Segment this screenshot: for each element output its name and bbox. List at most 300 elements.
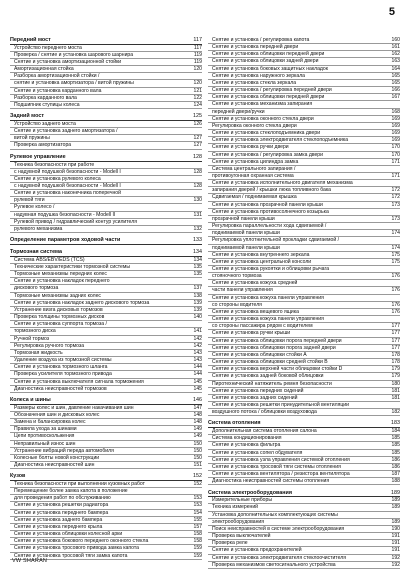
- toc-entry[interactable]: [208, 180, 400, 187]
- section-page: 189: [391, 489, 400, 496]
- toc-entry[interactable]: [208, 428, 400, 435]
- toc-entry[interactable]: [10, 176, 202, 183]
- toc-entry[interactable]: [208, 435, 400, 442]
- entry-page: 145: [193, 385, 202, 392]
- entry-title: Тормозные механизмы передних колес: [14, 271, 107, 278]
- toc-right-column: [208, 37, 400, 573]
- entry-title: Цепи противоскольжения: [14, 433, 75, 440]
- entry-page: 175: [391, 251, 400, 258]
- toc-entry[interactable]: [10, 343, 202, 350]
- entry-page: 135: [193, 271, 202, 278]
- toc-entry[interactable]: [10, 538, 202, 545]
- entry-title: Подшипник ступицы колеса: [14, 101, 80, 108]
- toc-entry[interactable]: [208, 497, 400, 504]
- toc-entry[interactable]: [10, 350, 202, 357]
- toc-entry[interactable]: [208, 471, 400, 478]
- entry-title: Устройство переднего моста: [14, 44, 82, 51]
- toc-entry[interactable]: [10, 412, 202, 419]
- toc-entry[interactable]: [10, 336, 202, 343]
- toc-entry[interactable]: [10, 426, 202, 433]
- entry-page: 177: [391, 323, 400, 330]
- entry-title: Снятие и установка внутреннего зеркала: [212, 251, 310, 258]
- toc-entry[interactable]: [10, 371, 202, 378]
- toc-entry[interactable]: [208, 442, 400, 449]
- toc-entry[interactable]: [208, 87, 400, 94]
- toc-entry[interactable]: [208, 352, 400, 359]
- entry-page: 176: [391, 273, 400, 280]
- entry-title: Техника измерений: [212, 504, 259, 511]
- toc-entry[interactable]: [10, 190, 202, 197]
- entry-page: 177: [391, 337, 400, 344]
- toc-entry[interactable]: [10, 271, 202, 278]
- toc-entry[interactable]: [208, 562, 400, 569]
- entry-page: 158: [193, 538, 202, 545]
- toc-entry[interactable]: [208, 194, 400, 201]
- toc-entry[interactable]: [10, 405, 202, 412]
- toc-entry[interactable]: [10, 264, 202, 271]
- entry-page: 130: [193, 197, 202, 204]
- entry-title: Диагностика неисправностей шин: [14, 461, 95, 468]
- section-page: 146: [193, 397, 202, 404]
- toc-entry[interactable]: [208, 66, 400, 73]
- entry-page: 155: [193, 516, 202, 523]
- entry-page: 171: [391, 172, 400, 179]
- toc-entry[interactable]: [208, 287, 400, 294]
- entry-title: Система кондиционирования: [212, 435, 282, 442]
- toc-entry[interactable]: [10, 545, 202, 552]
- entry-page: 122: [193, 94, 202, 101]
- entry-title: надувная подушка безопасности - Modell II: [14, 211, 116, 218]
- toc-entry[interactable]: [10, 197, 202, 204]
- toc-entry[interactable]: [208, 395, 400, 402]
- entry-title: Снятие и установка стеклоподъемника двери: [212, 130, 321, 137]
- entry-title: Проверка механизмов светосигнального устройства: [212, 561, 336, 568]
- entry-page: 172: [391, 187, 400, 194]
- entry-title: рулевого механизма: [14, 225, 63, 232]
- toc-entry[interactable]: [208, 109, 400, 116]
- toc-entry[interactable]: [10, 59, 202, 66]
- toc-entry[interactable]: [208, 94, 400, 101]
- toc-entry[interactable]: [208, 478, 400, 485]
- section-title: Система электрооборудования: [208, 489, 292, 496]
- toc-entry[interactable]: [10, 524, 202, 531]
- entry-page: 180: [391, 380, 400, 387]
- entry-title: электрооборудования: [212, 518, 265, 525]
- entry-title: Снятие и установка накладок заднего дискового тормоза: [14, 299, 150, 306]
- section-title: Рулевое управление: [10, 153, 66, 160]
- entry-page: 181: [391, 394, 400, 401]
- entry-page: 157: [193, 523, 202, 530]
- entry-title: запирания дверей / крышки люка топливного бака: [212, 187, 331, 194]
- entry-title: Регулировка оконного стекла двери: [212, 122, 297, 129]
- entry-title: Снятие и установка облицовки порога передней двери: [212, 337, 342, 344]
- entry-title: с надувной подушкой безопасности - Modell I: [14, 168, 121, 175]
- entry-page: 132: [193, 225, 202, 232]
- entry-title: Амортизационная стойка: [14, 66, 74, 73]
- toc-entry[interactable]: [10, 52, 202, 59]
- toc-entry[interactable]: [208, 51, 400, 58]
- entry-title: Снятие и установка рулевого колеса: [14, 175, 101, 182]
- toc-entry[interactable]: [208, 323, 400, 330]
- toc-entry[interactable]: [208, 402, 400, 409]
- section-heading[interactable]: [10, 473, 202, 481]
- toc-entry[interactable]: [10, 495, 202, 502]
- entry-page: 151: [193, 461, 202, 468]
- section-title: Кузов: [10, 473, 26, 480]
- entry-title: Снятие и установка переднего крыла: [14, 523, 103, 530]
- section-title: Колеса и шины: [10, 397, 51, 404]
- toc-entry[interactable]: [10, 285, 202, 292]
- entry-page: 170: [391, 144, 400, 151]
- toc-entry[interactable]: [208, 152, 400, 159]
- toc-entry[interactable]: [208, 309, 400, 316]
- entry-page: 139: [193, 299, 202, 306]
- toc-entry[interactable]: [208, 316, 400, 323]
- entry-title: поднимаемой панели крыши: [212, 230, 280, 237]
- entry-page: 159: [193, 545, 202, 552]
- entry-title: Снятие и установка передних сидений: [212, 387, 304, 394]
- entry-page: 188: [391, 478, 400, 485]
- entry-title: Снятие и установка боковых защитных накладок: [212, 65, 328, 72]
- section-heading[interactable]: [208, 420, 400, 428]
- entry-page: 178: [391, 351, 400, 358]
- toc-entry[interactable]: [208, 540, 400, 547]
- entry-title: Снятие и установка передней двери: [212, 44, 299, 51]
- entry-page: 150: [193, 454, 202, 461]
- toc-entry[interactable]: [208, 280, 400, 287]
- section-heading[interactable]: [10, 249, 202, 257]
- entry-title: рулевой тяги: [14, 197, 45, 204]
- toc-entry[interactable]: [208, 58, 400, 65]
- entry-page: 159: [193, 552, 202, 559]
- toc-entry[interactable]: [10, 419, 202, 426]
- entry-title: Поиск неисправностей в системе электрооборудования: [212, 525, 345, 532]
- toc-entry[interactable]: [208, 330, 400, 337]
- toc-entry[interactable]: [10, 278, 202, 285]
- entry-title: Проверка выключателей: [212, 533, 271, 540]
- toc-entry[interactable]: [10, 73, 202, 80]
- entry-title: Снятие и установка рукоятки и облицовки рычага: [212, 266, 330, 272]
- toc-entry[interactable]: [10, 455, 202, 462]
- section-page: 125: [193, 113, 202, 120]
- entry-title: Снятие и установка противосолнечного козырька: [212, 208, 329, 215]
- toc-entry[interactable]: [208, 338, 400, 345]
- entry-title: Снятие и установка механизма запирания: [212, 101, 313, 108]
- toc-entry[interactable]: [10, 481, 202, 488]
- toc-entry[interactable]: [10, 257, 202, 264]
- toc-entry[interactable]: [10, 364, 202, 371]
- section-heading[interactable]: [10, 397, 202, 405]
- entry-title: Система ABS/EBV/EDS (TCS): [14, 256, 85, 263]
- entry-page: 150: [193, 440, 202, 447]
- entry-page: 121: [193, 87, 202, 94]
- section-page: 183: [391, 420, 400, 427]
- entry-title: части панели управления: [212, 287, 273, 294]
- toc-entry[interactable]: [10, 95, 202, 102]
- toc-entry[interactable]: [208, 123, 400, 130]
- entry-page: 182: [391, 409, 400, 416]
- entry-title: Снятие и установка вентилятора / резистора вентилятора: [212, 471, 350, 478]
- toc-entry[interactable]: [208, 137, 400, 144]
- entry-title: Система центрального запирания /: [212, 165, 296, 172]
- entry-page: 186: [391, 456, 400, 463]
- entry-page: 163: [391, 58, 400, 65]
- toc-entry[interactable]: [208, 80, 400, 87]
- entry-page: 164: [391, 65, 400, 72]
- entry-page: 149: [193, 426, 202, 433]
- entry-title: Снятие и установка заднего бампера: [14, 516, 103, 523]
- toc-section: [10, 473, 202, 559]
- entry-page: 143: [193, 357, 202, 364]
- toc-entry[interactable]: [208, 159, 400, 166]
- entry-page: 174: [391, 230, 400, 237]
- toc-entry[interactable]: [10, 386, 202, 393]
- toc-entry[interactable]: [10, 448, 202, 455]
- entry-page: 173: [391, 201, 400, 208]
- entry-title: Устранение визга дисковых тормозов: [14, 306, 103, 313]
- entry-page: 148: [193, 419, 202, 426]
- toc-entry[interactable]: [10, 300, 202, 307]
- toc-entry[interactable]: [10, 441, 202, 448]
- toc-entry[interactable]: [208, 130, 400, 137]
- entry-page: 173: [391, 215, 400, 222]
- entry-title: Рулевой привод / гидравлический контур усилителя: [14, 218, 137, 225]
- entry-title: Правила ухода за шинами: [14, 426, 77, 433]
- section-heading[interactable]: [10, 237, 202, 245]
- toc-entry[interactable]: [208, 209, 400, 216]
- section-title: Определение параметров ходовой части: [10, 237, 121, 244]
- toc-entry[interactable]: [208, 245, 400, 252]
- entry-page: 153: [193, 495, 202, 502]
- toc-entry[interactable]: [10, 162, 202, 169]
- toc-entry[interactable]: [208, 230, 400, 237]
- toc-section: [208, 37, 400, 416]
- entry-page: 167: [391, 94, 400, 101]
- toc-entry[interactable]: [10, 328, 202, 335]
- entry-page: 187: [391, 471, 400, 478]
- entry-title: Снятие и установка тросового привода замка капота: [14, 545, 139, 552]
- toc-entry[interactable]: [208, 273, 400, 280]
- toc-entry[interactable]: [208, 533, 400, 540]
- entry-title: Устройство заднего моста: [14, 121, 76, 127]
- toc-section: [208, 490, 400, 569]
- toc-entry[interactable]: [208, 252, 400, 259]
- toc-entry[interactable]: [208, 44, 400, 51]
- toc-entry[interactable]: [208, 173, 400, 180]
- toc-entry[interactable]: [10, 204, 202, 211]
- toc-entry[interactable]: [208, 216, 400, 223]
- entry-title: Регулировка уплотнительной прокладки сдвигаемой /: [212, 237, 340, 244]
- toc-entry[interactable]: [10, 135, 202, 142]
- toc-entry[interactable]: [10, 142, 202, 149]
- toc-entry[interactable]: [10, 433, 202, 440]
- toc-entry[interactable]: [10, 128, 202, 135]
- entry-title: Техника безопасности при выполнении кузовных работ: [14, 481, 145, 488]
- section-heading[interactable]: [10, 37, 202, 45]
- toc-entry[interactable]: [208, 73, 400, 80]
- section-heading[interactable]: [208, 490, 400, 498]
- toc-entry[interactable]: [10, 517, 202, 524]
- section-page: 133: [193, 237, 202, 244]
- entry-title: Снятие и установка облицовки задней двери: [212, 58, 319, 65]
- entry-title: Диагностика неисправностей системы отопления: [212, 478, 330, 485]
- toc-entry[interactable]: [208, 37, 400, 44]
- toc-entry[interactable]: [10, 88, 202, 95]
- entry-title: Снятие и установка кожуха средней: [212, 280, 298, 287]
- toc-entry[interactable]: [208, 116, 400, 123]
- toc-entry[interactable]: [10, 488, 202, 495]
- entry-page: 179: [391, 373, 400, 380]
- section-heading[interactable]: [10, 113, 202, 121]
- toc-entry[interactable]: [208, 464, 400, 471]
- toc-entry[interactable]: [10, 293, 202, 300]
- toc-entry[interactable]: [208, 450, 400, 457]
- entry-page: 158: [193, 531, 202, 538]
- entry-title: Ручной тормоз: [14, 335, 50, 342]
- entry-title: Снятие и установка сопел обдувателя: [212, 449, 303, 456]
- entry-page: 162: [391, 51, 400, 58]
- toc-entry[interactable]: [208, 381, 400, 388]
- entry-page: 149: [193, 433, 202, 440]
- entry-title: Рулевое колесо /: [14, 204, 55, 211]
- section-page: 134: [193, 249, 202, 256]
- entry-title: тормозного диска: [14, 328, 56, 335]
- toc-entry[interactable]: [208, 144, 400, 151]
- section-page: 117: [193, 37, 202, 43]
- toc-entry[interactable]: [208, 259, 400, 266]
- entry-title: Снятие и установка ручки двери: [212, 144, 289, 151]
- toc-entry[interactable]: [208, 547, 400, 554]
- entry-page: 128: [193, 182, 202, 189]
- entry-page: 126: [193, 121, 202, 127]
- entry-title: Снятие и установка облицовки средней стойки B: [212, 359, 328, 366]
- toc-entry[interactable]: [208, 504, 400, 511]
- entry-title: Регулировка ручного тормоза: [14, 342, 85, 349]
- toc-entry[interactable]: [10, 121, 202, 128]
- entry-title: Снятие и установка тросовой тяги системы отопления: [212, 463, 341, 470]
- entry-title: Пиротехнический натяжитель ремня безопасности: [212, 380, 332, 387]
- toc-entry[interactable]: [208, 187, 400, 194]
- entry-page: 145: [193, 378, 202, 385]
- entry-title: передней двери/ручки: [212, 108, 265, 115]
- entry-title: Техника безопасности при работе: [14, 161, 95, 168]
- toc-entry[interactable]: [208, 512, 400, 519]
- toc-entry[interactable]: [10, 314, 202, 321]
- entry-title: Колесные болты новой конструкции: [14, 454, 100, 461]
- toc-entry[interactable]: [10, 80, 202, 87]
- toc-entry[interactable]: [10, 357, 202, 364]
- section-title: Передний мост: [10, 37, 51, 43]
- toc-entry[interactable]: [10, 226, 202, 233]
- toc-entry[interactable]: [208, 202, 400, 209]
- toc-entry[interactable]: [10, 169, 202, 176]
- entry-title: дискового тормоза: [14, 285, 59, 292]
- section-title: Задний мост: [10, 113, 44, 120]
- toc-entry[interactable]: [208, 223, 400, 230]
- toc-entry[interactable]: [208, 295, 400, 302]
- toc-entry[interactable]: [208, 366, 400, 373]
- toc-entry[interactable]: [208, 373, 400, 380]
- entry-title: Снятие и установка карданного вала: [14, 87, 102, 94]
- entry-page: 185: [391, 449, 400, 456]
- toc-entry[interactable]: [10, 502, 202, 509]
- entry-page: 152: [193, 481, 202, 488]
- toc-entry[interactable]: [10, 510, 202, 517]
- toc-entry[interactable]: [208, 302, 400, 309]
- entry-title: Снятие и установка задних сидений: [212, 394, 298, 401]
- entry-title: с надувной подушкой безопасности - Modell I: [14, 182, 121, 189]
- entry-title: Замена и балансировка колес: [14, 419, 86, 426]
- toc-entry[interactable]: [208, 555, 400, 562]
- toc-entry[interactable]: [208, 237, 400, 244]
- entry-page: 134: [193, 256, 202, 263]
- entry-title: Перемещение более замка капота в положение: [14, 488, 128, 495]
- toc-entry[interactable]: [208, 345, 400, 352]
- toc-entry[interactable]: [10, 531, 202, 538]
- toc-section: [10, 113, 202, 149]
- toc-entry[interactable]: [10, 66, 202, 73]
- section-heading[interactable]: [10, 154, 202, 162]
- entry-title: воздушного потока / облицовки воздуховода: [212, 409, 317, 416]
- entry-title: Проверка толщины тормозных дисков: [14, 314, 105, 321]
- toc-entry[interactable]: [10, 307, 202, 314]
- entry-page: 165: [391, 79, 400, 86]
- entry-page: 142: [193, 335, 202, 342]
- entry-page: 175: [391, 258, 400, 265]
- toc-entry[interactable]: [208, 359, 400, 366]
- toc-entry[interactable]: [10, 379, 202, 386]
- toc-entry[interactable]: [208, 266, 400, 273]
- toc-entry[interactable]: [208, 519, 400, 526]
- entry-title: Снятие и установка бокового переднего оконного стекла: [14, 538, 149, 545]
- entry-page: 166: [391, 87, 400, 94]
- entry-title: Снятие и установка цилиндра замка: [212, 158, 299, 165]
- toc-entry[interactable]: [208, 388, 400, 395]
- section-page: 128: [193, 153, 202, 160]
- section-title: Система отопления: [208, 420, 261, 427]
- entry-title: витой пружины: [14, 135, 50, 142]
- toc-entry[interactable]: [208, 166, 400, 173]
- page-number: 5: [388, 6, 395, 18]
- entry-title: Разборка амортизационной стойки /: [14, 73, 100, 80]
- toc-entry[interactable]: [10, 102, 202, 109]
- entry-page: 120: [193, 80, 202, 87]
- toc-entry[interactable]: [10, 219, 202, 226]
- entry-title: Неправильный износ шин: [14, 440, 76, 447]
- toc-entry[interactable]: [10, 321, 202, 328]
- entry-page: 174: [391, 244, 400, 251]
- entry-title: Обозначения шин и дисковых колес: [14, 411, 100, 418]
- entry-page: 184: [391, 428, 400, 435]
- entry-title: Снятие и установка вещевого ящика: [212, 308, 299, 315]
- toc-entry[interactable]: [208, 457, 400, 464]
- entry-title: Проверка / снятие и установка шарового шарнира: [14, 51, 134, 58]
- entry-title: Снятие и установка электродвигателя стеклоподъемника: [212, 137, 349, 144]
- toc-entry[interactable]: [10, 183, 202, 190]
- entry-page: 189: [391, 497, 400, 504]
- toc-entry[interactable]: [208, 526, 400, 533]
- toc-entry[interactable]: [10, 212, 202, 219]
- entry-title: Проверка усилителя тормозного привода: [14, 371, 112, 378]
- toc-entry[interactable]: [10, 462, 202, 469]
- entry-page: 137: [193, 285, 202, 292]
- entry-title: Технические характеристики тормозной системы: [14, 264, 131, 271]
- entry-page: 191: [391, 547, 400, 554]
- toc-entry[interactable]: [208, 409, 400, 416]
- toc-entry[interactable]: [208, 101, 400, 108]
- entry-title: Снятие и установка облицовки передней двери: [212, 51, 325, 58]
- toc-entry[interactable]: [10, 45, 202, 52]
